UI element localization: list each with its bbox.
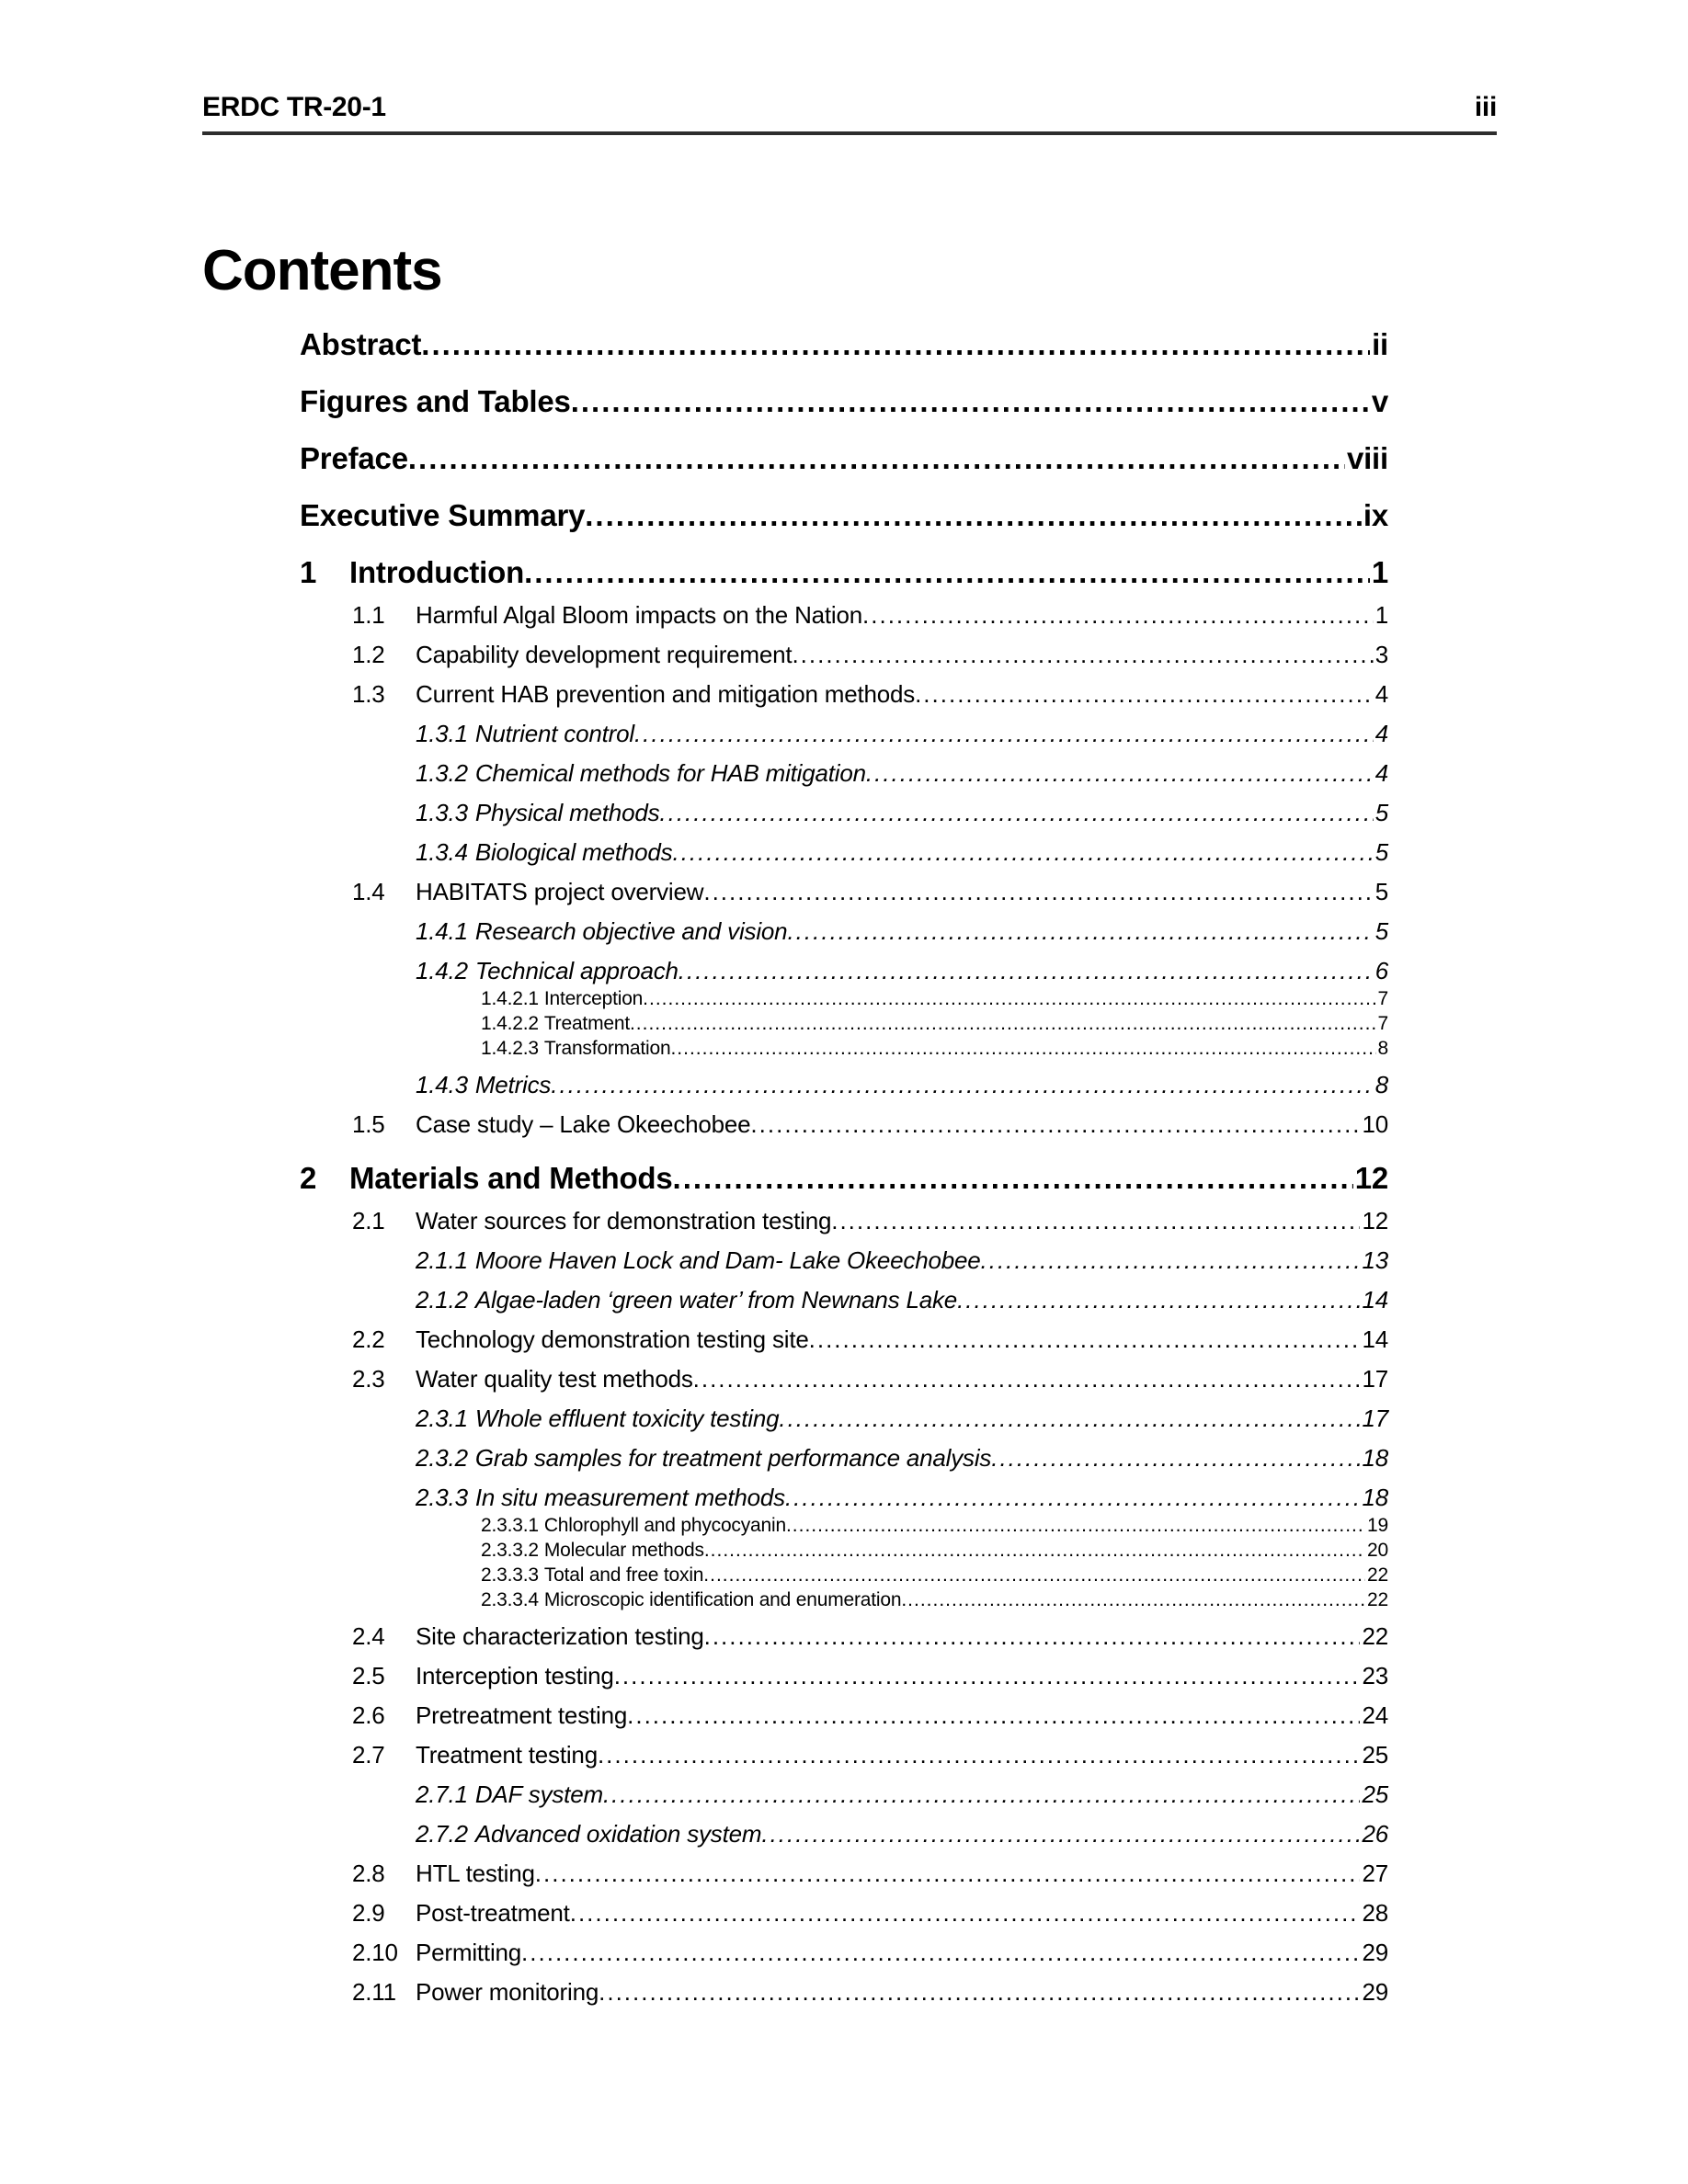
- page-header: [202, 92, 1497, 135]
- toc-entry-page: 8: [1377, 1038, 1388, 1059]
- toc-entry[interactable]: [300, 1245, 1388, 1276]
- toc-entry-label: Current HAB prevention and mitigation methods: [416, 680, 916, 708]
- toc-leader-dots: [659, 797, 1373, 828]
- toc-entry-page: 5: [1374, 838, 1388, 866]
- toc-entry-number: 1.3.1: [416, 720, 468, 747]
- toc-leader-dots: [693, 1363, 1361, 1394]
- toc-entry-number: 2.3: [352, 1365, 385, 1393]
- toc-entry-label: Pretreatment testing: [416, 1701, 628, 1729]
- toc-entry[interactable]: [300, 554, 1388, 591]
- toc-leader-dots: [634, 718, 1374, 749]
- toc-entry[interactable]: [300, 1538, 1388, 1563]
- toc-entry-page: 4: [1374, 720, 1388, 747]
- toc-entry-label: Case study – Lake Okeechobee: [416, 1110, 751, 1138]
- toc-entry-page: 29: [1362, 1939, 1388, 1966]
- toc-entry-number: 2.4: [352, 1622, 385, 1650]
- toc-entry[interactable]: [300, 1587, 1388, 1612]
- toc-entry-number: 2.7: [352, 1741, 385, 1769]
- toc-entry[interactable]: [300, 1739, 1388, 1770]
- toc-entry-page: v: [1371, 384, 1388, 418]
- toc-leader-dots: [750, 1109, 1360, 1140]
- toc-entry-page: 14: [1362, 1286, 1388, 1314]
- toc-entry-label: Permitting: [416, 1939, 522, 1966]
- toc-entry-label: HTL testing: [416, 1860, 535, 1887]
- toc-entry-page: 5: [1374, 878, 1388, 905]
- toc-entry-label: Microscopic identification and enumeration: [543, 1589, 902, 1610]
- toc-entry-number: 1.4.3: [416, 1071, 468, 1098]
- toc-entry-number: 2.1.1: [416, 1246, 468, 1274]
- toc-entry[interactable]: [300, 1403, 1388, 1434]
- toc-entry[interactable]: [300, 1160, 1388, 1197]
- toc-leader-dots: [957, 1284, 1360, 1315]
- toc-entry-number: 2.7.1: [416, 1780, 468, 1808]
- report-id: ERDC TR-20-1: [202, 92, 386, 122]
- toc-entry-label: Treatment testing: [416, 1741, 598, 1769]
- toc-entry-number: 1.4: [352, 878, 385, 905]
- toc-entry-number: 1.4.1: [416, 917, 468, 945]
- toc-entry-page: 18: [1362, 1484, 1388, 1511]
- toc-entry[interactable]: [300, 1011, 1388, 1036]
- toc-entry-number: 1.4.2.1: [481, 988, 539, 1009]
- toc-entry[interactable]: [300, 1660, 1388, 1691]
- toc-entry-number: 2.10: [352, 1939, 398, 1966]
- toc-leader-dots: [792, 639, 1373, 670]
- toc-entry-number: 2.3.3.2: [481, 1540, 539, 1561]
- toc-entry-label: Water sources for demonstration testing: [416, 1207, 832, 1234]
- toc-entry-page: 22: [1367, 1589, 1388, 1610]
- toc-entry[interactable]: [300, 1858, 1388, 1889]
- toc-leader-dots: [673, 1160, 1353, 1197]
- toc-entry-label: Transformation: [543, 1038, 671, 1059]
- toc-entry[interactable]: [300, 1109, 1388, 1140]
- toc-entry-label: Interception: [543, 988, 644, 1009]
- toc-leader-dots: [901, 1587, 1365, 1612]
- header-page-number: iii: [1474, 92, 1497, 122]
- toc-entry-number: 1.4.2: [416, 957, 468, 984]
- toc-entry-page: 14: [1362, 1325, 1388, 1353]
- table-of-contents: [300, 326, 1388, 2008]
- toc-entry-page: 5: [1374, 917, 1388, 945]
- toc-entry[interactable]: [300, 757, 1388, 789]
- toc-leader-dots: [603, 1779, 1361, 1810]
- toc-entry-number: 1: [300, 555, 317, 589]
- toc-entry-label: Materials and Methods: [349, 1161, 673, 1195]
- toc-leader-dots: [585, 497, 1362, 534]
- toc-entry[interactable]: [300, 1036, 1388, 1061]
- toc-entry-page: 10: [1362, 1110, 1388, 1138]
- toc-entry[interactable]: [300, 1779, 1388, 1810]
- toc-entry-number: 2.3.3.1: [481, 1515, 539, 1536]
- toc-entry-page: 5: [1374, 799, 1388, 826]
- toc-leader-dots: [703, 876, 1373, 907]
- toc-entry[interactable]: [300, 1513, 1388, 1538]
- toc-entry-label: Technical approach: [474, 957, 679, 984]
- toc-entry-page: 19: [1367, 1515, 1388, 1536]
- toc-leader-dots: [704, 1621, 1361, 1652]
- toc-leader-dots: [866, 757, 1374, 789]
- toc-entry-label: Harmful Algal Bloom impacts on the Nation: [416, 601, 863, 629]
- toc-entry-label: Treatment: [543, 1013, 630, 1034]
- toc-leader-dots: [862, 599, 1374, 631]
- contents-title: Contents: [202, 239, 442, 302]
- toc-entry-number: 1.5: [352, 1110, 385, 1138]
- toc-entry[interactable]: [300, 1363, 1388, 1394]
- toc-entry-label: Algae-laden ‘green water’ from Newnans Lake: [474, 1286, 958, 1314]
- toc-leader-dots: [785, 1482, 1361, 1513]
- toc-entry[interactable]: [300, 916, 1388, 947]
- toc-entry-number: 1.4.2.3: [481, 1038, 539, 1059]
- toc-leader-dots: [421, 326, 1370, 363]
- toc-leader-dots: [599, 1976, 1360, 2008]
- toc-entry-label: Abstract: [300, 327, 422, 361]
- toc-entry-number: 2.3.2: [416, 1444, 468, 1472]
- toc-entry-page: 4: [1374, 759, 1388, 787]
- toc-entry-label: In situ measurement methods: [474, 1484, 785, 1511]
- toc-entry-page: 7: [1377, 1013, 1388, 1034]
- toc-entry-number: 1.4.2.2: [481, 1013, 539, 1034]
- toc-leader-dots: [786, 1513, 1365, 1538]
- toc-leader-dots: [703, 1563, 1365, 1587]
- toc-leader-dots: [670, 1036, 1375, 1061]
- toc-leader-dots: [521, 1937, 1360, 1968]
- toc-leader-dots: [627, 1700, 1360, 1731]
- toc-entry-page: 26: [1362, 1820, 1388, 1848]
- toc-entry-number: 2.6: [352, 1701, 385, 1729]
- toc-entry-label: Preface: [300, 441, 408, 475]
- toc-leader-dots: [779, 1403, 1360, 1434]
- toc-entry[interactable]: [300, 1205, 1388, 1236]
- toc-leader-dots: [672, 836, 1373, 868]
- toc-entry[interactable]: [300, 1976, 1388, 2008]
- toc-entry-page: 3: [1374, 641, 1388, 668]
- toc-entry-number: 2.5: [352, 1662, 385, 1689]
- toc-entry[interactable]: [300, 876, 1388, 907]
- toc-entry-page: 25: [1362, 1741, 1388, 1769]
- toc-entry[interactable]: [300, 718, 1388, 749]
- toc-entry-label: Introduction: [349, 555, 525, 589]
- toc-entry-page: 25: [1362, 1780, 1388, 1808]
- toc-entry[interactable]: [300, 599, 1388, 631]
- toc-entry-label: Grab samples for treatment performance analysis: [474, 1444, 992, 1472]
- toc-entry-page: 1: [1374, 601, 1388, 629]
- toc-leader-dots: [831, 1205, 1360, 1236]
- toc-leader-dots: [643, 986, 1375, 1011]
- toc-entry-number: 1.3.3: [416, 799, 468, 826]
- toc-entry-number: 2.8: [352, 1860, 385, 1887]
- toc-entry-label: Site characterization testing: [416, 1622, 704, 1650]
- toc-entry-label: Technology demonstration testing site: [416, 1325, 809, 1353]
- toc-entry-page: 6: [1374, 957, 1388, 984]
- toc-entry-label: Capability development requirement: [416, 641, 793, 668]
- toc-entry[interactable]: [300, 1897, 1388, 1928]
- toc-entry-page: 8: [1374, 1071, 1388, 1098]
- toc-entry-number: 2.3.3: [416, 1484, 468, 1511]
- toc-entry[interactable]: [300, 986, 1388, 1011]
- toc-leader-dots: [761, 1818, 1360, 1849]
- toc-entry-page: 27: [1362, 1860, 1388, 1887]
- toc-entry-page: ii: [1372, 327, 1388, 361]
- toc-entry-label: Research objective and vision: [474, 917, 788, 945]
- toc-entry-page: 18: [1362, 1444, 1388, 1472]
- toc-entry-number: 2.3.1: [416, 1405, 468, 1432]
- toc-entry[interactable]: [300, 1069, 1388, 1100]
- toc-leader-dots: [679, 955, 1374, 986]
- toc-leader-dots: [787, 916, 1373, 947]
- toc-entry-label: Executive Summary: [300, 498, 586, 532]
- toc-entry-page: 12: [1362, 1207, 1388, 1234]
- toc-entry[interactable]: [300, 797, 1388, 828]
- toc-entry-number: 1.1: [352, 601, 385, 629]
- toc-leader-dots: [614, 1660, 1361, 1691]
- toc-entry-label: Metrics: [474, 1071, 552, 1098]
- toc-entry-page: 29: [1362, 1978, 1388, 2006]
- toc-entry-number: 2.2: [352, 1325, 385, 1353]
- toc-entry-label: Advanced oxidation system: [474, 1820, 762, 1848]
- toc-entry-page: ix: [1363, 498, 1388, 532]
- toc-entry-label: Post-treatment: [416, 1899, 570, 1927]
- toc-leader-dots: [704, 1538, 1365, 1563]
- toc-entry-page: viii: [1346, 441, 1388, 475]
- toc-entry-page: 28: [1362, 1899, 1388, 1927]
- toc-entry-page: 20: [1367, 1540, 1388, 1561]
- toc-entry-label: Moore Haven Lock and Dam- Lake Okeechobee: [474, 1246, 981, 1274]
- toc-entry-label: Chemical methods for HAB mitigation: [474, 759, 866, 787]
- toc-entry-label: HABITATS project overview: [416, 878, 704, 905]
- toc-entry[interactable]: [300, 326, 1388, 363]
- toc-entry-page: 22: [1367, 1564, 1388, 1586]
- toc-entry-label: Molecular methods: [543, 1540, 704, 1561]
- toc-leader-dots: [991, 1442, 1360, 1473]
- toc-entry-number: 1.2: [352, 641, 385, 668]
- toc-leader-dots: [809, 1324, 1361, 1355]
- toc-entry[interactable]: [300, 1563, 1388, 1587]
- toc-entry[interactable]: [300, 440, 1388, 477]
- toc-entry-number: 1.3.2: [416, 759, 468, 787]
- toc-entry[interactable]: [300, 678, 1388, 710]
- toc-entry[interactable]: [300, 1621, 1388, 1652]
- toc-entry-page: 17: [1362, 1365, 1388, 1393]
- toc-entry-number: 2.7.2: [416, 1820, 468, 1848]
- toc-entry-page: 24: [1362, 1701, 1388, 1729]
- toc-entry-page: 17: [1362, 1405, 1388, 1432]
- toc-entry-page: 22: [1362, 1622, 1388, 1650]
- toc-entry-label: Water quality test methods: [416, 1365, 693, 1393]
- toc-entry[interactable]: [300, 1700, 1388, 1731]
- toc-entry-label: Interception testing: [416, 1662, 614, 1689]
- toc-entry[interactable]: [300, 639, 1388, 670]
- toc-entry-page: 1: [1371, 555, 1388, 589]
- toc-entry[interactable]: [300, 955, 1388, 986]
- toc-entry-page: 7: [1377, 988, 1388, 1009]
- toc-leader-dots: [408, 440, 1345, 477]
- toc-entry-number: 2.3.3.3: [481, 1564, 539, 1586]
- toc-entry-label: Biological methods: [474, 838, 673, 866]
- toc-entry[interactable]: [300, 1937, 1388, 1968]
- toc-entry-label: Total and free toxin: [543, 1564, 704, 1586]
- toc-leader-dots: [598, 1739, 1361, 1770]
- toc-entry[interactable]: [300, 1482, 1388, 1513]
- toc-leader-dots: [570, 1897, 1361, 1928]
- toc-entry-label: Nutrient control: [474, 720, 634, 747]
- toc-leader-dots: [551, 1069, 1374, 1100]
- toc-entry-number: 2.9: [352, 1899, 385, 1927]
- toc-leader-dots: [630, 1011, 1376, 1036]
- toc-entry[interactable]: [300, 1284, 1388, 1315]
- toc-entry[interactable]: [300, 497, 1388, 534]
- toc-entry-label: Power monitoring: [416, 1978, 599, 2006]
- toc-leader-dots: [571, 383, 1370, 420]
- toc-entry[interactable]: [300, 836, 1388, 868]
- toc-entry-label: Whole effluent toxicity testing: [474, 1405, 780, 1432]
- toc-entry-label: DAF system: [474, 1780, 603, 1808]
- toc-entry-page: 23: [1362, 1662, 1388, 1689]
- toc-entry[interactable]: [300, 383, 1388, 420]
- toc-entry-number: 2.1: [352, 1207, 385, 1234]
- toc-entry-number: 1.3: [352, 680, 385, 708]
- toc-entry[interactable]: [300, 1442, 1388, 1473]
- toc-entry-number: 2.3.3.4: [481, 1589, 539, 1610]
- toc-entry-number: 2.1.2: [416, 1286, 468, 1314]
- toc-entry-page: 12: [1354, 1161, 1388, 1195]
- toc-entry[interactable]: [300, 1818, 1388, 1849]
- toc-entry-label: Chlorophyll and phycocyanin: [543, 1515, 786, 1536]
- toc-entry-page: 4: [1374, 680, 1388, 708]
- toc-leader-dots: [981, 1245, 1361, 1276]
- toc-entry-number: 2.11: [352, 1978, 396, 2006]
- toc-leader-dots: [915, 678, 1374, 710]
- toc-leader-dots: [535, 1858, 1361, 1889]
- toc-entry-label: Figures and Tables: [300, 384, 571, 418]
- toc-entry-page: 13: [1362, 1246, 1388, 1274]
- toc-leader-dots: [524, 554, 1370, 591]
- toc-entry[interactable]: [300, 1324, 1388, 1355]
- toc-entry-label: Physical methods: [474, 799, 660, 826]
- toc-entry-number: 2: [300, 1161, 317, 1195]
- toc-entry-number: 1.3.4: [416, 838, 468, 866]
